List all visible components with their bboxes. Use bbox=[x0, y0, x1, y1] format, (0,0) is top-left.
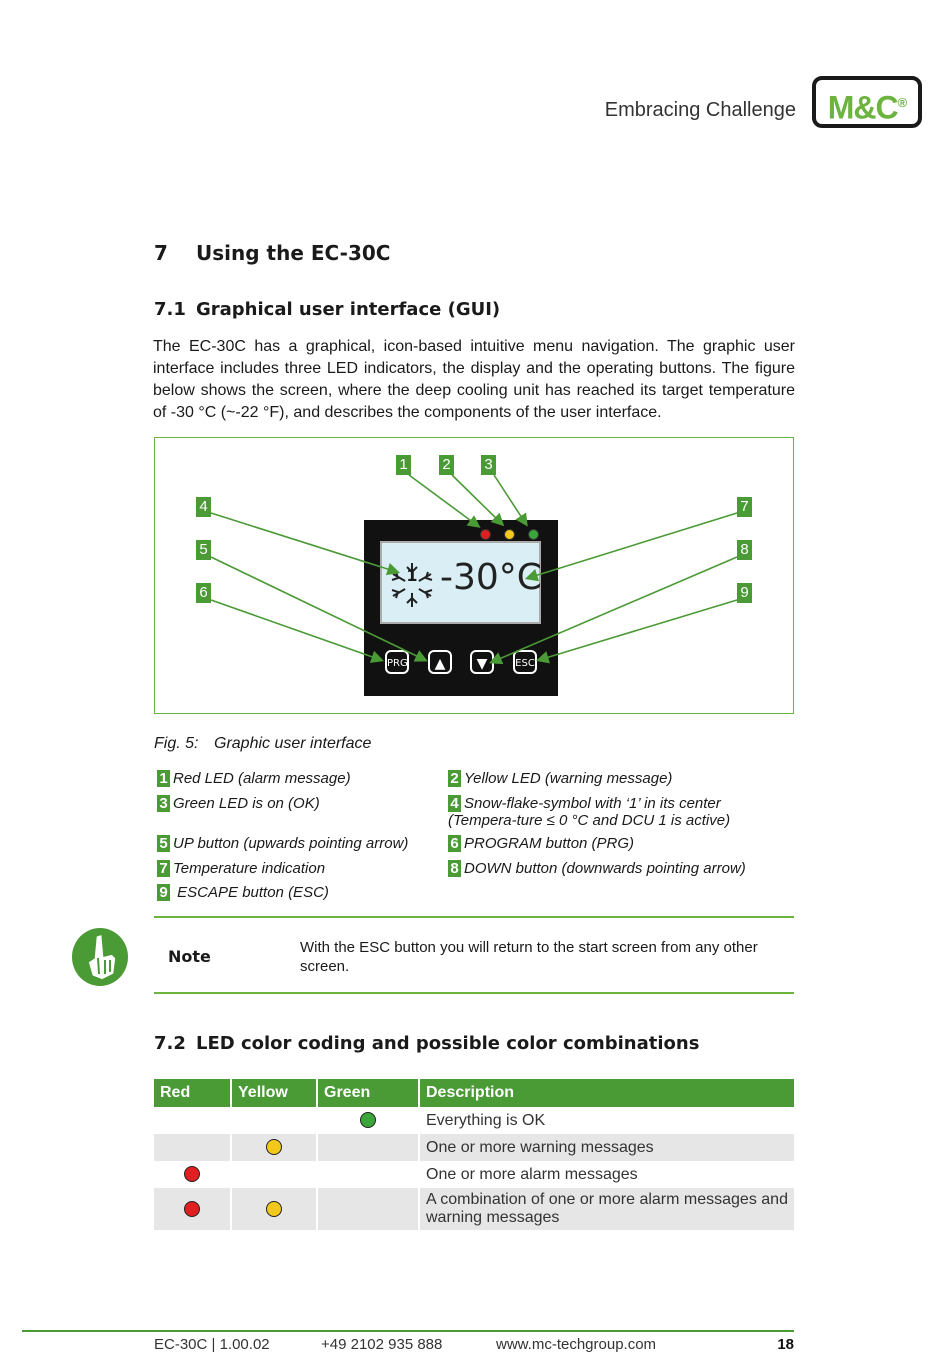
footer-phone: +49 2102 935 888 bbox=[321, 1336, 443, 1353]
note-label: Note bbox=[168, 947, 211, 966]
led-cell-green bbox=[317, 1188, 419, 1230]
table-row bbox=[154, 1161, 794, 1188]
caption-text: Graphic user interface bbox=[214, 735, 372, 752]
header-tagline: Embracing Challenge bbox=[604, 99, 796, 121]
esc-button[interactable]: ESC bbox=[513, 650, 537, 674]
column-header-yellow: Yellow bbox=[231, 1079, 317, 1107]
legend-text: Red LED (alarm message) bbox=[173, 770, 351, 787]
red-led-dot-icon bbox=[184, 1166, 200, 1182]
down-button[interactable]: ▼ bbox=[470, 650, 494, 674]
legend-number: 4 bbox=[448, 795, 461, 812]
legend-text: PROGRAM button (PRG) bbox=[464, 835, 635, 852]
legend-text: Green LED is on (OK) bbox=[173, 795, 320, 812]
note-text: With the ESC button you will return to the start screen from any other screen. bbox=[300, 939, 758, 975]
legend-text: DOWN button (downwards pointing arrow) bbox=[464, 860, 746, 877]
note-top-rule bbox=[154, 916, 794, 918]
legend-number: 9 bbox=[157, 884, 170, 901]
description-cell: A combination of one or more alarm messages and warning messages bbox=[419, 1188, 794, 1230]
callout-6: 6 bbox=[196, 583, 211, 603]
legend-item bbox=[157, 835, 442, 852]
description-cell: One or more warning messages bbox=[419, 1134, 794, 1161]
pointing-hand-icon bbox=[72, 928, 128, 986]
caption-label: Fig. 5: bbox=[154, 735, 199, 752]
table-header-row bbox=[154, 1079, 794, 1107]
legend-item bbox=[448, 860, 793, 877]
prg-button[interactable]: PRG bbox=[385, 650, 409, 674]
legend-text: ESCAPE button (ESC) bbox=[173, 884, 329, 901]
legend-item bbox=[157, 795, 442, 812]
legend-text: Yellow LED (warning message) bbox=[464, 770, 673, 787]
legend-number: 7 bbox=[157, 860, 170, 877]
description-cell: One or more alarm messages bbox=[426, 1165, 638, 1183]
legend-number: 2 bbox=[448, 770, 461, 787]
legend-item bbox=[157, 770, 442, 787]
page-number: 18 bbox=[777, 1336, 794, 1353]
legend-item bbox=[157, 860, 442, 877]
legend-item bbox=[448, 835, 793, 852]
callout-7: 7 bbox=[737, 497, 752, 517]
legend-number: 1 bbox=[157, 770, 170, 787]
legend-number: 8 bbox=[448, 860, 461, 877]
legend-item bbox=[448, 795, 793, 829]
legend-number: 6 bbox=[448, 835, 461, 852]
note-bottom-rule bbox=[154, 992, 794, 994]
section-number: 7.2 bbox=[154, 1033, 186, 1054]
led-cell-red bbox=[154, 1161, 231, 1188]
column-header-green: Green bbox=[317, 1079, 419, 1107]
led-cell-red bbox=[154, 1107, 231, 1134]
callout-8: 8 bbox=[737, 540, 752, 560]
legend-text: Snow-flake-symbol with ‘1’ in its center (Tempera-ture ≤ 0 °C and DCU 1 is active) bbox=[448, 795, 731, 829]
led-cell-green bbox=[317, 1134, 419, 1161]
legend-number: 3 bbox=[157, 795, 170, 812]
footer-website[interactable]: www.mc-techgroup.com bbox=[496, 1336, 657, 1353]
up-button[interactable]: ▲ bbox=[428, 650, 452, 674]
callout-4: 4 bbox=[196, 497, 211, 517]
logo-registered-mark: ® bbox=[897, 95, 907, 110]
led-cell-yellow bbox=[231, 1188, 317, 1230]
legend-text: Temperature indication bbox=[173, 860, 326, 877]
led-cell-red bbox=[154, 1134, 231, 1161]
table-row bbox=[154, 1134, 794, 1161]
description-cell: Everything is OK bbox=[426, 1111, 546, 1129]
table-row bbox=[154, 1188, 794, 1230]
led-cell-yellow bbox=[231, 1134, 317, 1161]
legend-item bbox=[157, 884, 442, 901]
callout-2: 2 bbox=[439, 455, 454, 475]
led-color-table bbox=[154, 1079, 794, 1230]
footer-doc-version: EC-30C | 1.00.02 bbox=[154, 1336, 270, 1353]
section-title: Graphical user interface (GUI) bbox=[196, 299, 501, 320]
section-title: LED color coding and possible color combinations bbox=[196, 1033, 700, 1054]
callout-1: 1 bbox=[396, 455, 411, 475]
logo-text: M&C bbox=[827, 89, 898, 126]
legend-text: UP button (upwards pointing arrow) bbox=[173, 835, 409, 852]
yellow-led-dot-icon bbox=[266, 1139, 282, 1155]
legend-item bbox=[448, 770, 793, 787]
red-led-dot-icon bbox=[184, 1201, 200, 1217]
temperature-readout: -30°C bbox=[440, 557, 542, 598]
column-header-description: Description bbox=[419, 1079, 794, 1107]
led-cell-red bbox=[154, 1188, 231, 1230]
figure-caption bbox=[154, 735, 371, 753]
green-led-dot-icon bbox=[360, 1112, 376, 1128]
column-header-red: Red bbox=[154, 1079, 231, 1107]
legend-number: 5 bbox=[157, 835, 170, 852]
table-row bbox=[154, 1107, 794, 1134]
section-number: 7.1 bbox=[154, 299, 186, 320]
callout-3: 3 bbox=[481, 455, 496, 475]
callout-9: 9 bbox=[737, 583, 752, 603]
led-cell-yellow bbox=[231, 1107, 317, 1134]
led-cell-yellow bbox=[231, 1161, 317, 1188]
section-title: Using the EC-30C bbox=[196, 241, 391, 265]
led-cell-green bbox=[317, 1107, 419, 1134]
footer-rule bbox=[22, 1330, 794, 1332]
section-7-2-heading bbox=[154, 1033, 699, 1054]
callout-5: 5 bbox=[196, 540, 211, 560]
yellow-led-dot-icon bbox=[266, 1201, 282, 1217]
snowflake-digit: 1 bbox=[406, 566, 418, 585]
section-number: 7 bbox=[154, 241, 168, 265]
led-cell-green bbox=[317, 1161, 419, 1188]
intro-paragraph: The EC-30C has a graphical, icon-based intuitive menu navigation. The graphic user interface includes three LED indicators, the display and the operating buttons. The figure below shows the screen, where the deep cooling unit has reached its target temperature of -30 °C (~-22 °F), and describes the components of the user interface. bbox=[153, 338, 795, 421]
